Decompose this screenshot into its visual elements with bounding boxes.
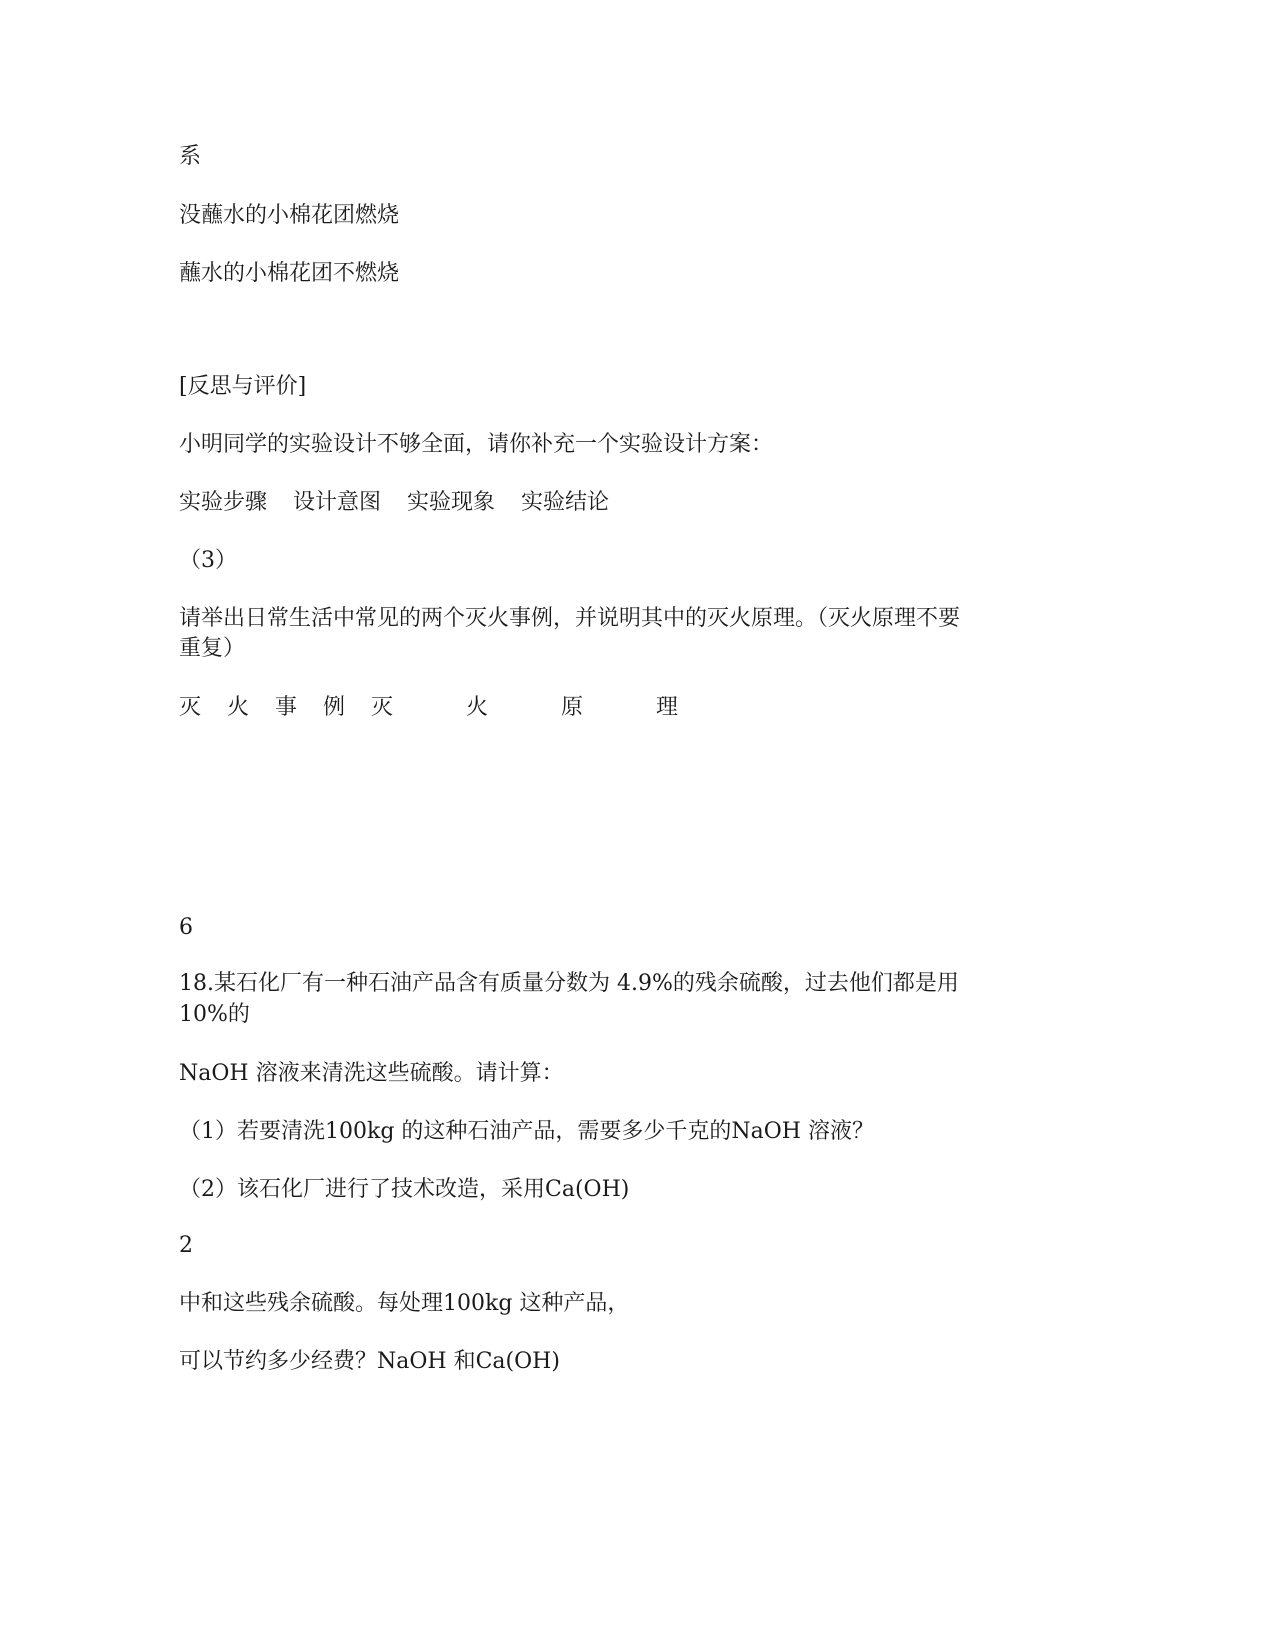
text-line: 中和这些残余硫酸。每处理100kg 这种产品， bbox=[179, 1291, 630, 1316]
table-header-cell: 例 bbox=[323, 695, 346, 720]
table-header-cell: 火 bbox=[466, 695, 489, 720]
text-line: 没蘸水的小棉花团燃烧 bbox=[179, 203, 400, 228]
text-line: NaOH 溶液来清洗这些硫酸。请计算： bbox=[179, 1061, 564, 1086]
table-header-cell: 灭 bbox=[179, 695, 202, 720]
text-line: 10%的 bbox=[179, 1002, 250, 1027]
page-number: 6 bbox=[179, 915, 193, 940]
table-header-cell: 设计意图 bbox=[293, 490, 382, 515]
text-line: 蘸水的小棉花团不燃烧 bbox=[179, 261, 400, 286]
section-heading: [反思与评价] bbox=[179, 374, 307, 399]
table-header-cell: 火 bbox=[227, 695, 250, 720]
question-number: （3） bbox=[179, 548, 237, 573]
text-line: 小明同学的实验设计不够全面，请你补充一个实验设计方案： bbox=[179, 432, 774, 457]
text-line: 系 bbox=[179, 144, 202, 169]
table-header-cell: 实验步骤 bbox=[179, 490, 268, 515]
text-line: 2 bbox=[179, 1233, 193, 1258]
fire-table-header bbox=[179, 692, 751, 724]
table-header-cell: 实验结论 bbox=[521, 490, 610, 515]
text-line: （1）若要清洗100kg 的这种石油产品，需要多少千克的NaOH 溶液？ bbox=[179, 1119, 874, 1144]
text-line: （2）该石化厂进行了技术改造，采用Ca(OH) bbox=[179, 1177, 630, 1202]
text-line: 可以节约多少经费？NaOH 和Ca(OH) bbox=[179, 1349, 560, 1374]
table-header-cell: 理 bbox=[656, 695, 679, 720]
text-line: 请举出日常生活中常见的两个灭火事例，并说明其中的灭火原理。（灭火原理不要 bbox=[179, 606, 961, 631]
table-header-cell: 原 bbox=[561, 695, 584, 720]
table-header-cell: 灭 bbox=[371, 695, 394, 720]
table-header-cell: 事 bbox=[275, 695, 298, 720]
design-table-header bbox=[179, 487, 609, 519]
text-line: 重复） bbox=[179, 636, 246, 661]
text-line: 18.某石化厂有一种石油产品含有质量分数为 4.9%的残余硫酸，过去他们都是用 bbox=[179, 971, 959, 996]
table-header-cell: 实验现象 bbox=[407, 490, 496, 515]
